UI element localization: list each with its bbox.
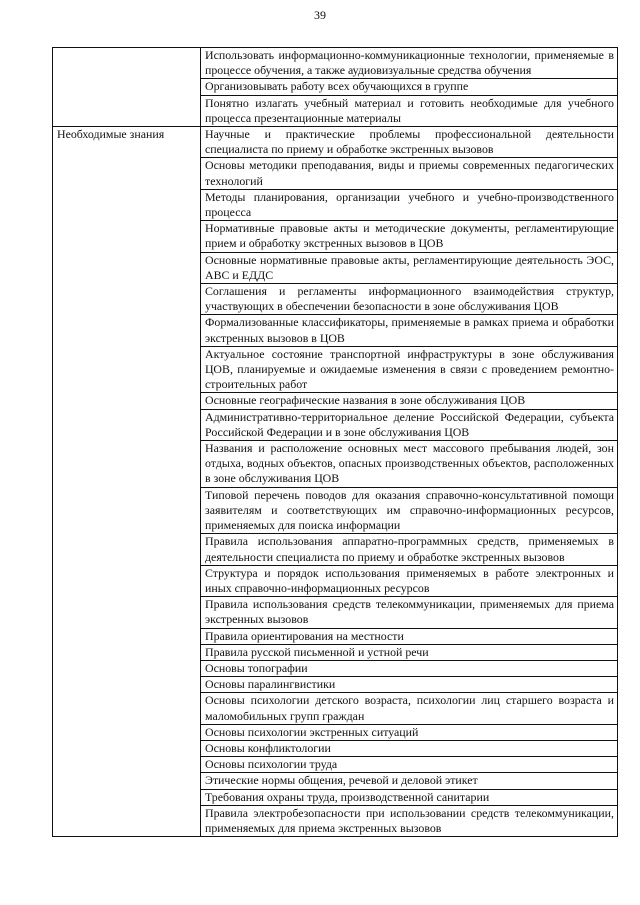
knowledge-item: Типовой перечень поводов для оказания справочно-консультативной помощи заявителям и соответствующих им справочно-информационных ресурсов, применяемых для поиска информации — [201, 487, 618, 534]
skill-item: Использовать информационно-коммуникационные технологии, применяемые в процессе обучения, а также аудиовизуальные средства обучения — [201, 48, 618, 79]
knowledge-item: Основы методики преподавания, виды и приемы современных педагогических технологий — [201, 158, 618, 189]
knowledge-item: Правила использования аппаратно-программных средств, применяемых в деятельности специалиста по приему и обработке экстренных вызовов — [201, 534, 618, 565]
knowledge-item: Требования охраны труда, производственной санитарии — [201, 789, 618, 805]
knowledge-item: Нормативные правовые акты и методические документы, регламентирующие прием и обработку экстренных вызовов в ЦОВ — [201, 221, 618, 252]
knowledge-item: Структура и порядок использования применяемых в работе электронных и иных справочно-информационных ресурсов — [201, 565, 618, 596]
section-label-knowledge — [53, 127, 201, 837]
table-row — [53, 127, 618, 158]
section-label-text: Необходимые знания — [57, 127, 165, 142]
skill-item: Организовывать работу всех обучающихся в группе — [201, 79, 618, 95]
knowledge-item: Методы планирования, организации учебного и учебно-производственного процесса — [201, 189, 618, 220]
knowledge-item: Основы топографии — [201, 660, 618, 676]
qualification-table — [52, 47, 618, 837]
knowledge-item: Научные и практические проблемы профессиональной деятельности специалиста по приему и обработке экстренных вызовов — [201, 127, 618, 158]
knowledge-item: Правила русской письменной и устной речи — [201, 644, 618, 660]
knowledge-item: Формализованные классификаторы, применяемые в рамках приема и обработки экстренных вызовов в ЦОВ — [201, 315, 618, 346]
knowledge-item: Основные географические названия в зоне обслуживания ЦОВ — [201, 393, 618, 409]
table-row — [53, 48, 618, 79]
knowledge-item: Основы паралингвистики — [201, 677, 618, 693]
knowledge-item: Основы психологии экстренных ситуаций — [201, 724, 618, 740]
knowledge-item: Названия и расположение основных мест массового пребывания людей, зон отдыха, водных объектов, опасных производственных объектов, расположенных в зоне обслуживания ЦОВ — [201, 441, 618, 488]
knowledge-item: Административно-территориальное деление Российской Федерации, субъекта Российской Федерации и в зоне обслуживания ЦОВ — [201, 409, 618, 440]
page-number: 39 — [314, 8, 326, 22]
knowledge-item: Актуальное состояние транспортной инфраструктуры в зоне обслуживания ЦОВ, планируемые и ожидаемые изменения в связи с проведением ремонтно-строительных работ — [201, 346, 618, 393]
knowledge-item: Основные нормативные правовые акты, регламентирующие деятельность ЭОС, АВС и ЕДДС — [201, 252, 618, 283]
knowledge-item: Основы конфликтологии — [201, 740, 618, 756]
knowledge-item: Основы психологии труда — [201, 757, 618, 773]
knowledge-item: Правила использования средств телекоммуникации, применяемых для приема экстренных вызовов — [201, 597, 618, 628]
skill-item: Понятно излагать учебный материал и готовить необходимые для учебного процесса презентационные материалы — [201, 95, 618, 126]
knowledge-item: Правила ориентирования на местности — [201, 628, 618, 644]
knowledge-item: Соглашения и регламенты информационного взаимодействия структур, участвующих в обеспечении безопасности в зоне обслуживания ЦОВ — [201, 284, 618, 315]
knowledge-item: Правила электробезопасности при использовании средств телекоммуникации, применяемых для приема экстренных вызовов — [201, 805, 618, 836]
knowledge-item: Основы психологии детского возраста, психологии лиц старшего возраста и маломобильных групп граждан — [201, 693, 618, 724]
section-label-empty — [53, 48, 201, 127]
knowledge-item: Этические нормы общения, речевой и деловой этикет — [201, 773, 618, 789]
